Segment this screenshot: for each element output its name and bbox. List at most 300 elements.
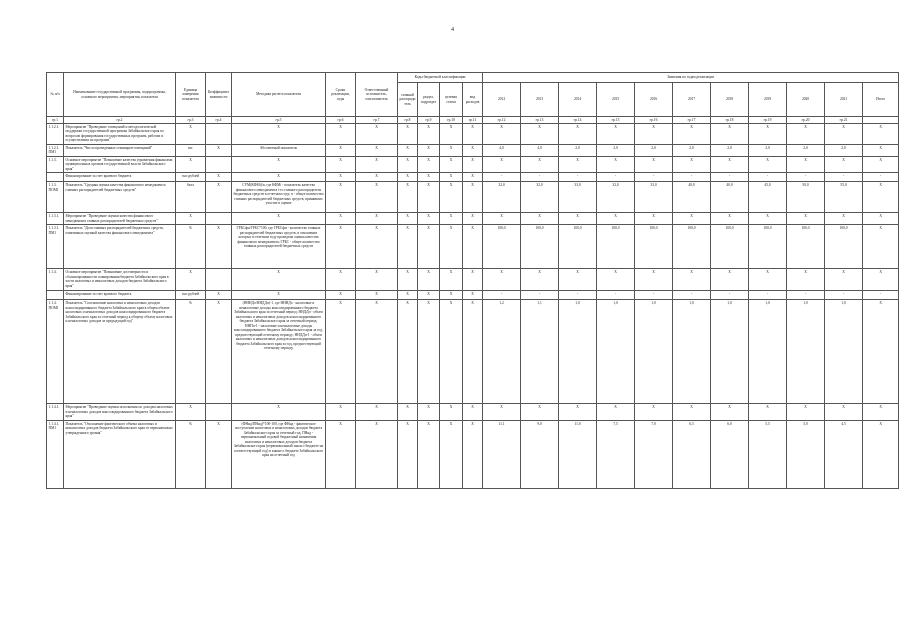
table-row xyxy=(47,291,899,300)
row-num-cell: 1.1.4.1. ПМ1 xyxy=(47,420,64,488)
row-budget-cell: X xyxy=(398,420,418,488)
row-year-value: X xyxy=(825,213,863,225)
row-name-cell: Показатель "Число проведенных семинаров-совещаний" xyxy=(64,144,176,156)
row-coef-cell xyxy=(206,156,232,172)
row-budget-cell: X xyxy=(418,404,440,420)
table-row xyxy=(47,300,899,404)
row-year-value: 1,0 xyxy=(559,300,597,404)
header-term: Сроки реализации, годы xyxy=(326,73,356,117)
row-budget-cell: X xyxy=(440,156,463,172)
row-unit-cell: % xyxy=(176,420,206,488)
column-number: гр.12 xyxy=(483,117,521,124)
row-year-value: X xyxy=(825,124,863,145)
row-year-value: X xyxy=(711,404,749,420)
page-number: 4 xyxy=(451,27,454,33)
row-budget-cell: X xyxy=(463,420,483,488)
row-budget-cell: X xyxy=(463,269,483,291)
header-year: 2019 xyxy=(749,83,787,117)
row-year-value: 100,0 xyxy=(521,225,559,269)
row-year-value: X xyxy=(559,213,597,225)
row-coef-cell: X xyxy=(206,144,232,156)
header-year: 2013 xyxy=(521,83,559,117)
row-budget-cell: X xyxy=(418,269,440,291)
row-year-value: X xyxy=(597,156,635,172)
column-number: гр.21 xyxy=(825,117,863,124)
row-coef-cell: X xyxy=(206,300,232,404)
row-coef-cell xyxy=(206,404,232,420)
row-year-value: X xyxy=(787,404,825,420)
column-number: гр.10 xyxy=(440,117,463,124)
column-number: гр.3 xyxy=(176,117,206,124)
row-name-cell: Показатель "Доля главных распорядителей бюджетных средств, охваченных оценкой качества финансового менеджмента" xyxy=(64,225,176,269)
row-budget-cell: X xyxy=(398,124,418,145)
row-total-cell: - xyxy=(863,173,899,182)
row-year-value: 1,0 xyxy=(597,300,635,404)
row-method-cell: (ФНнд/ПНнд)*100-100, где ФНнд - фактическое поступление налоговых и неналоговых доходов бюджета Забайкальского края за отчетный год; ПНнд - первоначальный годовой бюджетный назначения налоговых и неналоговых доходов бюджета Забайкальского края (первоначальный закон о бюджете на соответствующий год) в законе о бюджете Забайкальского края на отчетный год xyxy=(232,420,326,488)
column-number: гр.16 xyxy=(635,117,673,124)
row-year-value: X xyxy=(521,156,559,172)
row-year-value: 6,0 xyxy=(711,420,749,488)
row-method-cell: X xyxy=(232,124,326,145)
header-unit: Единица измерения показателя xyxy=(176,73,206,117)
row-budget-cell: X xyxy=(418,156,440,172)
row-year-value: X xyxy=(787,156,825,172)
row-year-value: X xyxy=(521,124,559,145)
column-number: гр.7 xyxy=(356,117,398,124)
row-budget-cell: X xyxy=(463,182,483,213)
row-year-value: 5,5 xyxy=(749,420,787,488)
header-year: 2012 xyxy=(483,83,521,117)
row-method-cell: СУМ(КФМi)/n, где КФМi - показатель качества финансового менеджмента i-го главного распорядителя бюджетных средств в отчетном году; n - общее количество главных распорядителей бюджетных средств, принявших участие в оценке xyxy=(232,182,326,213)
column-number: гр.2 xyxy=(64,117,176,124)
table-row xyxy=(47,420,899,488)
row-term-cell: X xyxy=(326,213,356,225)
row-budget-cell: X xyxy=(463,144,483,156)
row-year-value: - xyxy=(597,173,635,182)
row-year-value: X xyxy=(711,156,749,172)
row-num-cell: 1.1.3. ПОМ1 xyxy=(47,182,64,213)
row-year-value: - xyxy=(635,173,673,182)
row-budget-cell: X xyxy=(418,144,440,156)
row-budget-cell: X xyxy=(463,213,483,225)
row-resp-cell: X xyxy=(356,182,398,213)
row-term-cell: X xyxy=(326,156,356,172)
row-budget-cell: X xyxy=(463,156,483,172)
row-resp-cell: X xyxy=(356,156,398,172)
row-budget-cell: X xyxy=(418,420,440,488)
table-row xyxy=(47,144,899,156)
row-budget-cell: X xyxy=(398,173,418,182)
row-resp-cell: X xyxy=(356,173,398,182)
row-term-cell: X xyxy=(326,269,356,291)
row-year-value: X xyxy=(749,156,787,172)
row-year-value: X xyxy=(749,124,787,145)
row-year-value: 32,0 xyxy=(597,182,635,213)
row-budget-cell: X xyxy=(398,144,418,156)
row-budget-cell: X xyxy=(398,404,418,420)
row-year-value: X xyxy=(787,269,825,291)
table-row xyxy=(47,173,899,182)
row-unit-cell: балл xyxy=(176,182,206,213)
header-budget-sub: вид расходов xyxy=(463,83,483,117)
row-budget-cell: X xyxy=(440,213,463,225)
row-year-value: X xyxy=(597,269,635,291)
row-name-cell: Основное мероприятие "Повышение качества управления финансами муниципальных органов государственной власти Забайкальского края" xyxy=(64,156,176,172)
row-budget-cell: X xyxy=(463,124,483,145)
row-budget-cell: X xyxy=(440,173,463,182)
row-year-value: X xyxy=(711,269,749,291)
row-budget-cell: X xyxy=(398,291,418,300)
row-num-cell: 1.1.4. ПОМ1 xyxy=(47,300,64,404)
row-year-value: - xyxy=(711,173,749,182)
row-budget-cell: X xyxy=(418,173,440,182)
row-name-cell: Основное мероприятие "Повышение достоверности и сбалансированности планирования бюджета Забайкальского края в части налоговых и неналоговых доходов бюджета Забайкальского края" xyxy=(64,269,176,291)
row-unit-cell: тыс.рублей xyxy=(176,291,206,300)
column-number: гр.8 xyxy=(398,117,418,124)
row-unit-cell: X xyxy=(176,404,206,420)
row-year-value: 11,1 xyxy=(483,420,521,488)
row-year-value: - xyxy=(635,291,673,300)
row-resp-cell: X xyxy=(356,144,398,156)
row-year-value: X xyxy=(483,156,521,172)
row-year-value: 1,0 xyxy=(825,300,863,404)
column-number: гр.4 xyxy=(206,117,232,124)
row-coef-cell: X xyxy=(206,291,232,300)
row-budget-cell: X xyxy=(463,173,483,182)
row-year-value: X xyxy=(825,269,863,291)
row-year-value: - xyxy=(673,291,711,300)
column-number: гр.13 xyxy=(521,117,559,124)
column-number xyxy=(863,117,899,124)
row-total-cell: X xyxy=(863,156,899,172)
row-year-value: X xyxy=(521,404,559,420)
row-year-value: - xyxy=(825,291,863,300)
row-method-cell: X xyxy=(232,291,326,300)
header-budget-sub: раздел, подраздел xyxy=(418,83,440,117)
row-total-cell: X xyxy=(863,225,899,269)
row-name-cell: Показатель "Отклонение фактического объема налоговых и неналоговых доходов бюджета Забайкальского края от первоначально утвержденного уровня" xyxy=(64,420,176,488)
row-year-value: X xyxy=(521,269,559,291)
row-year-value: - xyxy=(559,173,597,182)
row-year-value: 33,0 xyxy=(559,182,597,213)
header-num: № п/п xyxy=(47,73,64,117)
row-year-value: 4,0 xyxy=(483,144,521,156)
row-budget-cell: X xyxy=(418,291,440,300)
row-year-value: 7,5 xyxy=(597,420,635,488)
row-resp-cell: X xyxy=(356,269,398,291)
row-year-value: X xyxy=(749,404,787,420)
table-row xyxy=(47,182,899,213)
row-year-value: - xyxy=(521,173,559,182)
column-number: гр.14 xyxy=(559,117,597,124)
row-budget-cell: X xyxy=(398,156,418,172)
program-indicators-table xyxy=(46,72,899,489)
row-year-value: X xyxy=(673,404,711,420)
row-year-value: - xyxy=(483,291,521,300)
row-num-cell: 1.1.2.1. ПМ1 xyxy=(47,144,64,156)
row-resp-cell: X xyxy=(356,300,398,404)
row-year-value: 2,0 xyxy=(673,144,711,156)
row-year-value: 1,1 xyxy=(521,300,559,404)
row-year-value: X xyxy=(673,124,711,145)
row-year-value: 100,0 xyxy=(483,225,521,269)
row-budget-cell: X xyxy=(440,420,463,488)
row-name-cell: Показатель "Средняя оценка качества финансового менеджмента главных распорядителей бюджетных средств" xyxy=(64,182,176,213)
row-budget-cell: X xyxy=(418,300,440,404)
table-row xyxy=(47,213,899,225)
row-budget-cell: X xyxy=(440,291,463,300)
row-year-value: - xyxy=(597,291,635,300)
row-num-cell: 1.1.3. xyxy=(47,156,64,172)
row-year-value: 6,5 xyxy=(673,420,711,488)
row-budget-cell: X xyxy=(440,404,463,420)
row-year-value: - xyxy=(749,291,787,300)
row-coef-cell: X xyxy=(206,420,232,488)
row-year-value: 100,0 xyxy=(635,225,673,269)
row-year-value: X xyxy=(597,404,635,420)
row-year-value: 5,0 xyxy=(787,420,825,488)
row-year-value: 2,0 xyxy=(825,144,863,156)
row-year-value: X xyxy=(635,404,673,420)
row-method-cell: X xyxy=(232,173,326,182)
column-number: гр.17 xyxy=(673,117,711,124)
row-term-cell: X xyxy=(326,173,356,182)
row-year-value: X xyxy=(787,213,825,225)
row-budget-cell: X xyxy=(440,124,463,145)
header-budget-sub: целевая статья xyxy=(440,83,463,117)
row-year-value: 100,0 xyxy=(749,225,787,269)
row-year-value: 11,0 xyxy=(559,420,597,488)
row-budget-cell: X xyxy=(418,225,440,269)
column-number: гр.15 xyxy=(597,117,635,124)
header-year: 2014 xyxy=(559,83,597,117)
row-resp-cell: X xyxy=(356,213,398,225)
row-total-cell: X xyxy=(863,182,899,213)
row-year-value: - xyxy=(673,173,711,182)
row-unit-cell: % xyxy=(176,300,206,404)
row-budget-cell: X xyxy=(440,300,463,404)
header-year: 2016 xyxy=(635,83,673,117)
row-method-cell: X xyxy=(232,213,326,225)
row-unit-cell: шт. xyxy=(176,144,206,156)
row-unit-cell: X xyxy=(176,124,206,145)
row-year-value: - xyxy=(559,291,597,300)
row-year-value: 40,0 xyxy=(711,182,749,213)
table-row xyxy=(47,156,899,172)
row-year-value: 1,0 xyxy=(749,300,787,404)
header-total: Итого xyxy=(863,83,899,117)
row-method-cell: X xyxy=(232,156,326,172)
row-year-value: 2,0 xyxy=(787,144,825,156)
header-year: 2021 xyxy=(825,83,863,117)
row-term-cell: X xyxy=(326,420,356,488)
row-term-cell: X xyxy=(326,291,356,300)
header-year: 2017 xyxy=(673,83,711,117)
column-number: гр.19 xyxy=(749,117,787,124)
row-year-value: X xyxy=(749,269,787,291)
column-number: гр.18 xyxy=(711,117,749,124)
row-year-value: X xyxy=(749,213,787,225)
row-year-value: X xyxy=(711,124,749,145)
row-term-cell: X xyxy=(326,404,356,420)
row-resp-cell: X xyxy=(356,404,398,420)
row-year-value: 2,0 xyxy=(749,144,787,156)
row-num-cell xyxy=(47,173,64,182)
header-method: Методика расчета показателя xyxy=(232,73,326,117)
row-budget-cell: X xyxy=(463,291,483,300)
column-number: гр.20 xyxy=(787,117,825,124)
header-year: 2018 xyxy=(711,83,749,117)
row-year-value: X xyxy=(635,213,673,225)
row-year-value: X xyxy=(559,404,597,420)
header-coef: Коэффициент значимости xyxy=(206,73,232,117)
row-year-value: X xyxy=(787,124,825,145)
row-total-cell: X xyxy=(863,420,899,488)
row-year-value: 2,0 xyxy=(711,144,749,156)
row-year-value: 100,0 xyxy=(559,225,597,269)
row-year-value: 100,0 xyxy=(673,225,711,269)
row-total-cell: X xyxy=(863,124,899,145)
header-year: 2020 xyxy=(787,83,825,117)
row-total-cell: X xyxy=(863,144,899,156)
column-number: гр.11 xyxy=(463,117,483,124)
row-year-value: 4,0 xyxy=(521,144,559,156)
row-year-value: X xyxy=(825,404,863,420)
row-year-value: X xyxy=(597,124,635,145)
row-budget-cell: X xyxy=(398,269,418,291)
row-year-value: 100,0 xyxy=(825,225,863,269)
row-year-value: X xyxy=(597,213,635,225)
row-unit-cell: % xyxy=(176,225,206,269)
row-unit-cell: тыс.рублей xyxy=(176,173,206,182)
row-coef-cell xyxy=(206,269,232,291)
row-unit-cell: X xyxy=(176,213,206,225)
header-years-group: Значения по годам реализации xyxy=(483,73,899,83)
row-budget-cell: X xyxy=(440,269,463,291)
row-year-value: 7,0 xyxy=(635,420,673,488)
row-resp-cell: X xyxy=(356,420,398,488)
column-number: гр.5 xyxy=(232,117,326,124)
row-term-cell: X xyxy=(326,300,356,404)
row-year-value: 32,0 xyxy=(483,182,521,213)
row-term-cell: X xyxy=(326,144,356,156)
row-year-value: 100,0 xyxy=(597,225,635,269)
row-num-cell: 1.1.3.1. ПМ1 xyxy=(47,225,64,269)
row-name-cell: Мероприятие "Проведение совещаний и методологической поддержки государственной программы Забайкальского края по вопросам формирования государственных программ, рабочих и осуществления их программ" xyxy=(64,124,176,145)
row-year-value: X xyxy=(711,213,749,225)
row-coef-cell xyxy=(206,213,232,225)
row-year-value: X xyxy=(673,213,711,225)
row-year-value: 1,0 xyxy=(711,300,749,404)
column-number: гр.9 xyxy=(418,117,440,124)
row-num-cell: 1.1.3.1. xyxy=(47,213,64,225)
row-year-value: 2,0 xyxy=(635,144,673,156)
row-name-cell: Мероприятие "Проведение оценки исполнения по доходам налоговых и неналоговых доходов консолидированного бюджета Забайкальского края" xyxy=(64,404,176,420)
row-year-value: 40,0 xyxy=(673,182,711,213)
row-year-value: X xyxy=(825,156,863,172)
row-year-value: 2,0 xyxy=(597,144,635,156)
row-name-cell: Финансирование за счет краевого бюджета xyxy=(64,173,176,182)
column-number-row xyxy=(47,117,899,124)
row-year-value: X xyxy=(559,156,597,172)
row-year-value: 55,0 xyxy=(825,182,863,213)
header-year: 2015 xyxy=(597,83,635,117)
row-method-cell: X xyxy=(232,404,326,420)
row-name-cell: Финансирование за счет краевого бюджета xyxy=(64,291,176,300)
row-num-cell xyxy=(47,291,64,300)
row-year-value: 50,0 xyxy=(787,182,825,213)
row-method-cell: X xyxy=(232,269,326,291)
row-method-cell: (НННДо/ННДДп)-1, где НННДо - налоговые и неналоговые доходы консолидированного бюджета Забайкальского края за отчетный период; ННДДп - объем налоговых и неналоговых доходов консолидированного бюджета Забайкальского края за отчетный период; ННПп-1 - налоговые и неналоговые доходы консолидированного бюджета Забайкальского края за год, предшествующий отчетному периоду; ННДДп-1 - объем налоговых и неналоговых доходов консолидированного бюджета Забайкальского края за год, предшествующий отчетному периоду xyxy=(232,300,326,404)
row-total-cell: X xyxy=(863,269,899,291)
table-row xyxy=(47,124,899,145)
row-year-value: 1,0 xyxy=(787,300,825,404)
row-year-value: X xyxy=(521,213,559,225)
row-year-value: X xyxy=(635,269,673,291)
row-method-cell: Абсолютный показатель xyxy=(232,144,326,156)
row-term-cell: X xyxy=(326,124,356,145)
header-resp: Ответственный исполнитель, соисполнитель xyxy=(356,73,398,117)
row-num-cell: 1.1.2.1. xyxy=(47,124,64,145)
row-num-cell: 1.1.4. xyxy=(47,269,64,291)
row-budget-cell: X xyxy=(398,213,418,225)
row-resp-cell: X xyxy=(356,291,398,300)
row-budget-cell: X xyxy=(418,124,440,145)
row-name-cell: Мероприятие "Проведение оценки качества финансового менеджмента главных распорядителей бюджетных средств" xyxy=(64,213,176,225)
row-year-value: - xyxy=(749,173,787,182)
row-year-value: 1,0 xyxy=(635,300,673,404)
row-coef-cell: X xyxy=(206,182,232,213)
row-year-value: 4,5 xyxy=(825,420,863,488)
row-year-value: 1,0 xyxy=(673,300,711,404)
row-year-value: - xyxy=(521,291,559,300)
table-row xyxy=(47,269,899,291)
row-year-value: 2,0 xyxy=(559,144,597,156)
row-budget-cell: X xyxy=(463,300,483,404)
row-budget-cell: X xyxy=(398,182,418,213)
column-number: гр.1 xyxy=(47,117,64,124)
row-year-value: X xyxy=(635,124,673,145)
header-budget-sub: главный распорядитель xyxy=(398,83,418,117)
row-year-value: X xyxy=(559,124,597,145)
row-unit-cell: X xyxy=(176,156,206,172)
row-name-cell: Показатель "Соотношение налоговых и неналоговых доходов консолидированного бюджета Забайкальского края в общем объеме налоговых и неналоговых доходов консолидированного бюджета Забайкальского края за отчетный период к общему объему налоговых и неналоговых доходов за предыдущий год" xyxy=(64,300,176,404)
row-year-value: 100,0 xyxy=(787,225,825,269)
row-term-cell: X xyxy=(326,182,356,213)
row-year-value: 45,0 xyxy=(749,182,787,213)
row-budget-cell: X xyxy=(463,225,483,269)
header-name: Наименование государственной программы, подпрограммы, основного мероприятия, мероприятия, показателя xyxy=(64,73,176,117)
row-year-value: 32,0 xyxy=(521,182,559,213)
row-total-cell: X xyxy=(863,213,899,225)
row-num-cell: 1.1.4.1. xyxy=(47,404,64,420)
row-year-value: - xyxy=(483,173,521,182)
header-budget-codes: Коды бюджетной классификации xyxy=(398,73,483,83)
row-total-cell: - xyxy=(863,291,899,300)
row-budget-cell: X xyxy=(398,225,418,269)
row-unit-cell: X xyxy=(176,269,206,291)
row-year-value: 9,0 xyxy=(521,420,559,488)
row-budget-cell: X xyxy=(398,300,418,404)
row-budget-cell: X xyxy=(418,182,440,213)
row-year-value: 33,0 xyxy=(635,182,673,213)
row-total-cell: X xyxy=(863,300,899,404)
row-year-value: - xyxy=(711,291,749,300)
row-year-value: X xyxy=(483,404,521,420)
row-year-value: - xyxy=(825,173,863,182)
row-term-cell: X xyxy=(326,225,356,269)
row-year-value: - xyxy=(787,291,825,300)
